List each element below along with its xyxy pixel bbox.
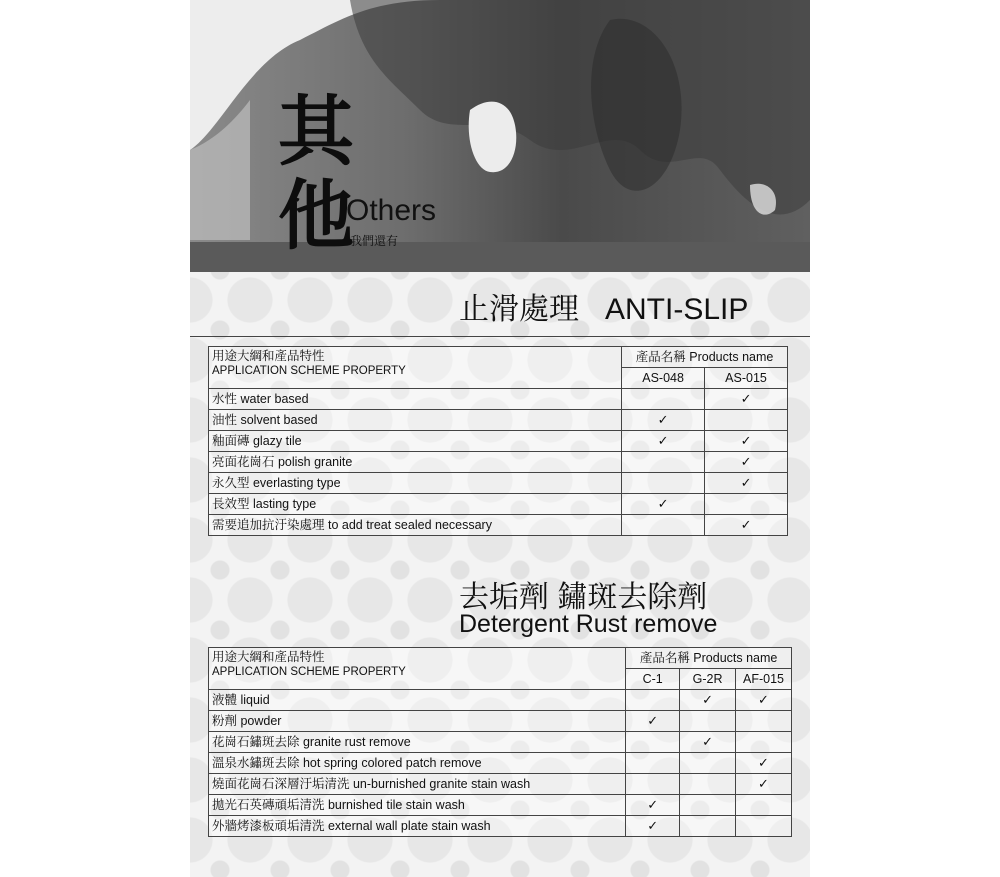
products-name-label: 產品名稱 Products name bbox=[626, 648, 792, 669]
product-column-header: C-1 bbox=[626, 669, 680, 690]
check-cell: ✓ bbox=[680, 732, 736, 753]
table-row bbox=[209, 389, 788, 410]
check-cell bbox=[626, 690, 680, 711]
row-label: 外牆烤漆板頑垢清洗 external wall plate stain wash bbox=[209, 816, 626, 837]
check-cell bbox=[622, 452, 705, 473]
check-cell bbox=[736, 732, 792, 753]
check-cell: ✓ bbox=[705, 515, 788, 536]
table-row bbox=[209, 431, 788, 452]
check-cell bbox=[736, 711, 792, 732]
row-label: 永久型 everlasting type bbox=[209, 473, 622, 494]
table-row bbox=[209, 515, 788, 536]
check-cell: ✓ bbox=[705, 452, 788, 473]
check-cell: ✓ bbox=[705, 473, 788, 494]
row-label: 花崗石鏽斑去除 granite rust remove bbox=[209, 732, 626, 753]
table-row bbox=[209, 774, 792, 795]
table-row bbox=[209, 494, 788, 515]
check-cell bbox=[680, 753, 736, 774]
check-cell bbox=[705, 410, 788, 431]
row-label: 溫泉水鏽斑去除 hot spring colored patch remove bbox=[209, 753, 626, 774]
check-cell: ✓ bbox=[705, 431, 788, 452]
check-cell: ✓ bbox=[626, 711, 680, 732]
check-cell bbox=[622, 473, 705, 494]
row-label: 需要追加抗汙染處理 to add treat sealed necessary bbox=[209, 515, 622, 536]
row-label: 釉面磚 glazy tile bbox=[209, 431, 622, 452]
anti-slip-table bbox=[208, 346, 788, 536]
check-cell bbox=[680, 795, 736, 816]
check-cell: ✓ bbox=[622, 431, 705, 452]
check-cell bbox=[626, 732, 680, 753]
row-label: 粉劑 powder bbox=[209, 711, 626, 732]
table-row bbox=[209, 473, 788, 494]
detergent-table bbox=[208, 647, 792, 837]
check-cell bbox=[705, 494, 788, 515]
table-row bbox=[209, 816, 792, 837]
check-cell: ✓ bbox=[736, 690, 792, 711]
check-cell: ✓ bbox=[705, 389, 788, 410]
section-divider bbox=[190, 336, 810, 337]
check-cell: ✓ bbox=[626, 795, 680, 816]
check-cell bbox=[736, 795, 792, 816]
table-row bbox=[209, 753, 792, 774]
ink-wash-banner bbox=[190, 0, 810, 272]
check-cell: ✓ bbox=[680, 690, 736, 711]
header-en: APPLICATION SCHEME PROPERTY bbox=[212, 666, 406, 678]
check-cell: ✓ bbox=[622, 410, 705, 431]
row-label: 長效型 lasting type bbox=[209, 494, 622, 515]
check-cell bbox=[680, 774, 736, 795]
detergent-heading-en: Detergent Rust remove bbox=[459, 610, 718, 638]
check-cell bbox=[736, 816, 792, 837]
check-cell: ✓ bbox=[626, 816, 680, 837]
table-row bbox=[209, 410, 788, 431]
table-header-property bbox=[209, 648, 626, 690]
anti-slip-heading bbox=[459, 284, 748, 328]
product-column-header: AF-015 bbox=[736, 669, 792, 690]
table-row bbox=[209, 732, 792, 753]
header-zh: 用途大綱和產品特性 bbox=[212, 349, 325, 363]
check-cell bbox=[680, 816, 736, 837]
check-cell: ✓ bbox=[736, 753, 792, 774]
title-char-2: 他 bbox=[278, 171, 354, 260]
check-cell: ✓ bbox=[622, 494, 705, 515]
table-row bbox=[209, 711, 792, 732]
others-subtitle: 我們還有 bbox=[350, 234, 399, 248]
catalog-page bbox=[190, 0, 810, 877]
title-char-1: 其 bbox=[278, 87, 354, 176]
row-label: 亮面花崗石 polish granite bbox=[209, 452, 622, 473]
check-cell bbox=[680, 711, 736, 732]
anti-slip-heading-zh: 止滑處理 bbox=[459, 293, 579, 326]
detergent-heading-zh: 去垢劑 鏽斑去除劑 bbox=[459, 581, 708, 614]
table-row bbox=[209, 452, 788, 473]
check-cell bbox=[626, 753, 680, 774]
check-cell: ✓ bbox=[736, 774, 792, 795]
table-row bbox=[209, 795, 792, 816]
product-column-header: AS-015 bbox=[705, 368, 788, 389]
row-label: 拋光石英磚頑垢清洗 burnished tile stain wash bbox=[209, 795, 626, 816]
table-header-property bbox=[209, 347, 622, 389]
row-label: 油性 solvent based bbox=[209, 410, 622, 431]
check-cell bbox=[622, 515, 705, 536]
check-cell bbox=[622, 389, 705, 410]
table-row bbox=[209, 690, 792, 711]
products-name-label: 產品名稱 Products name bbox=[622, 347, 788, 368]
row-label: 水性 water based bbox=[209, 389, 622, 410]
product-column-header: G-2R bbox=[680, 669, 736, 690]
product-column-header: AS-048 bbox=[622, 368, 705, 389]
others-title: Others bbox=[346, 194, 437, 227]
row-label: 液體 liquid bbox=[209, 690, 626, 711]
header-zh: 用途大綱和產品特性 bbox=[212, 650, 325, 664]
row-label: 燒面花崗石深層汙垢清洗 un-burnished granite stain wash bbox=[209, 774, 626, 795]
check-cell bbox=[626, 774, 680, 795]
anti-slip-heading-en: ANTI-SLIP bbox=[605, 293, 749, 326]
header-en: APPLICATION SCHEME PROPERTY bbox=[212, 365, 406, 377]
